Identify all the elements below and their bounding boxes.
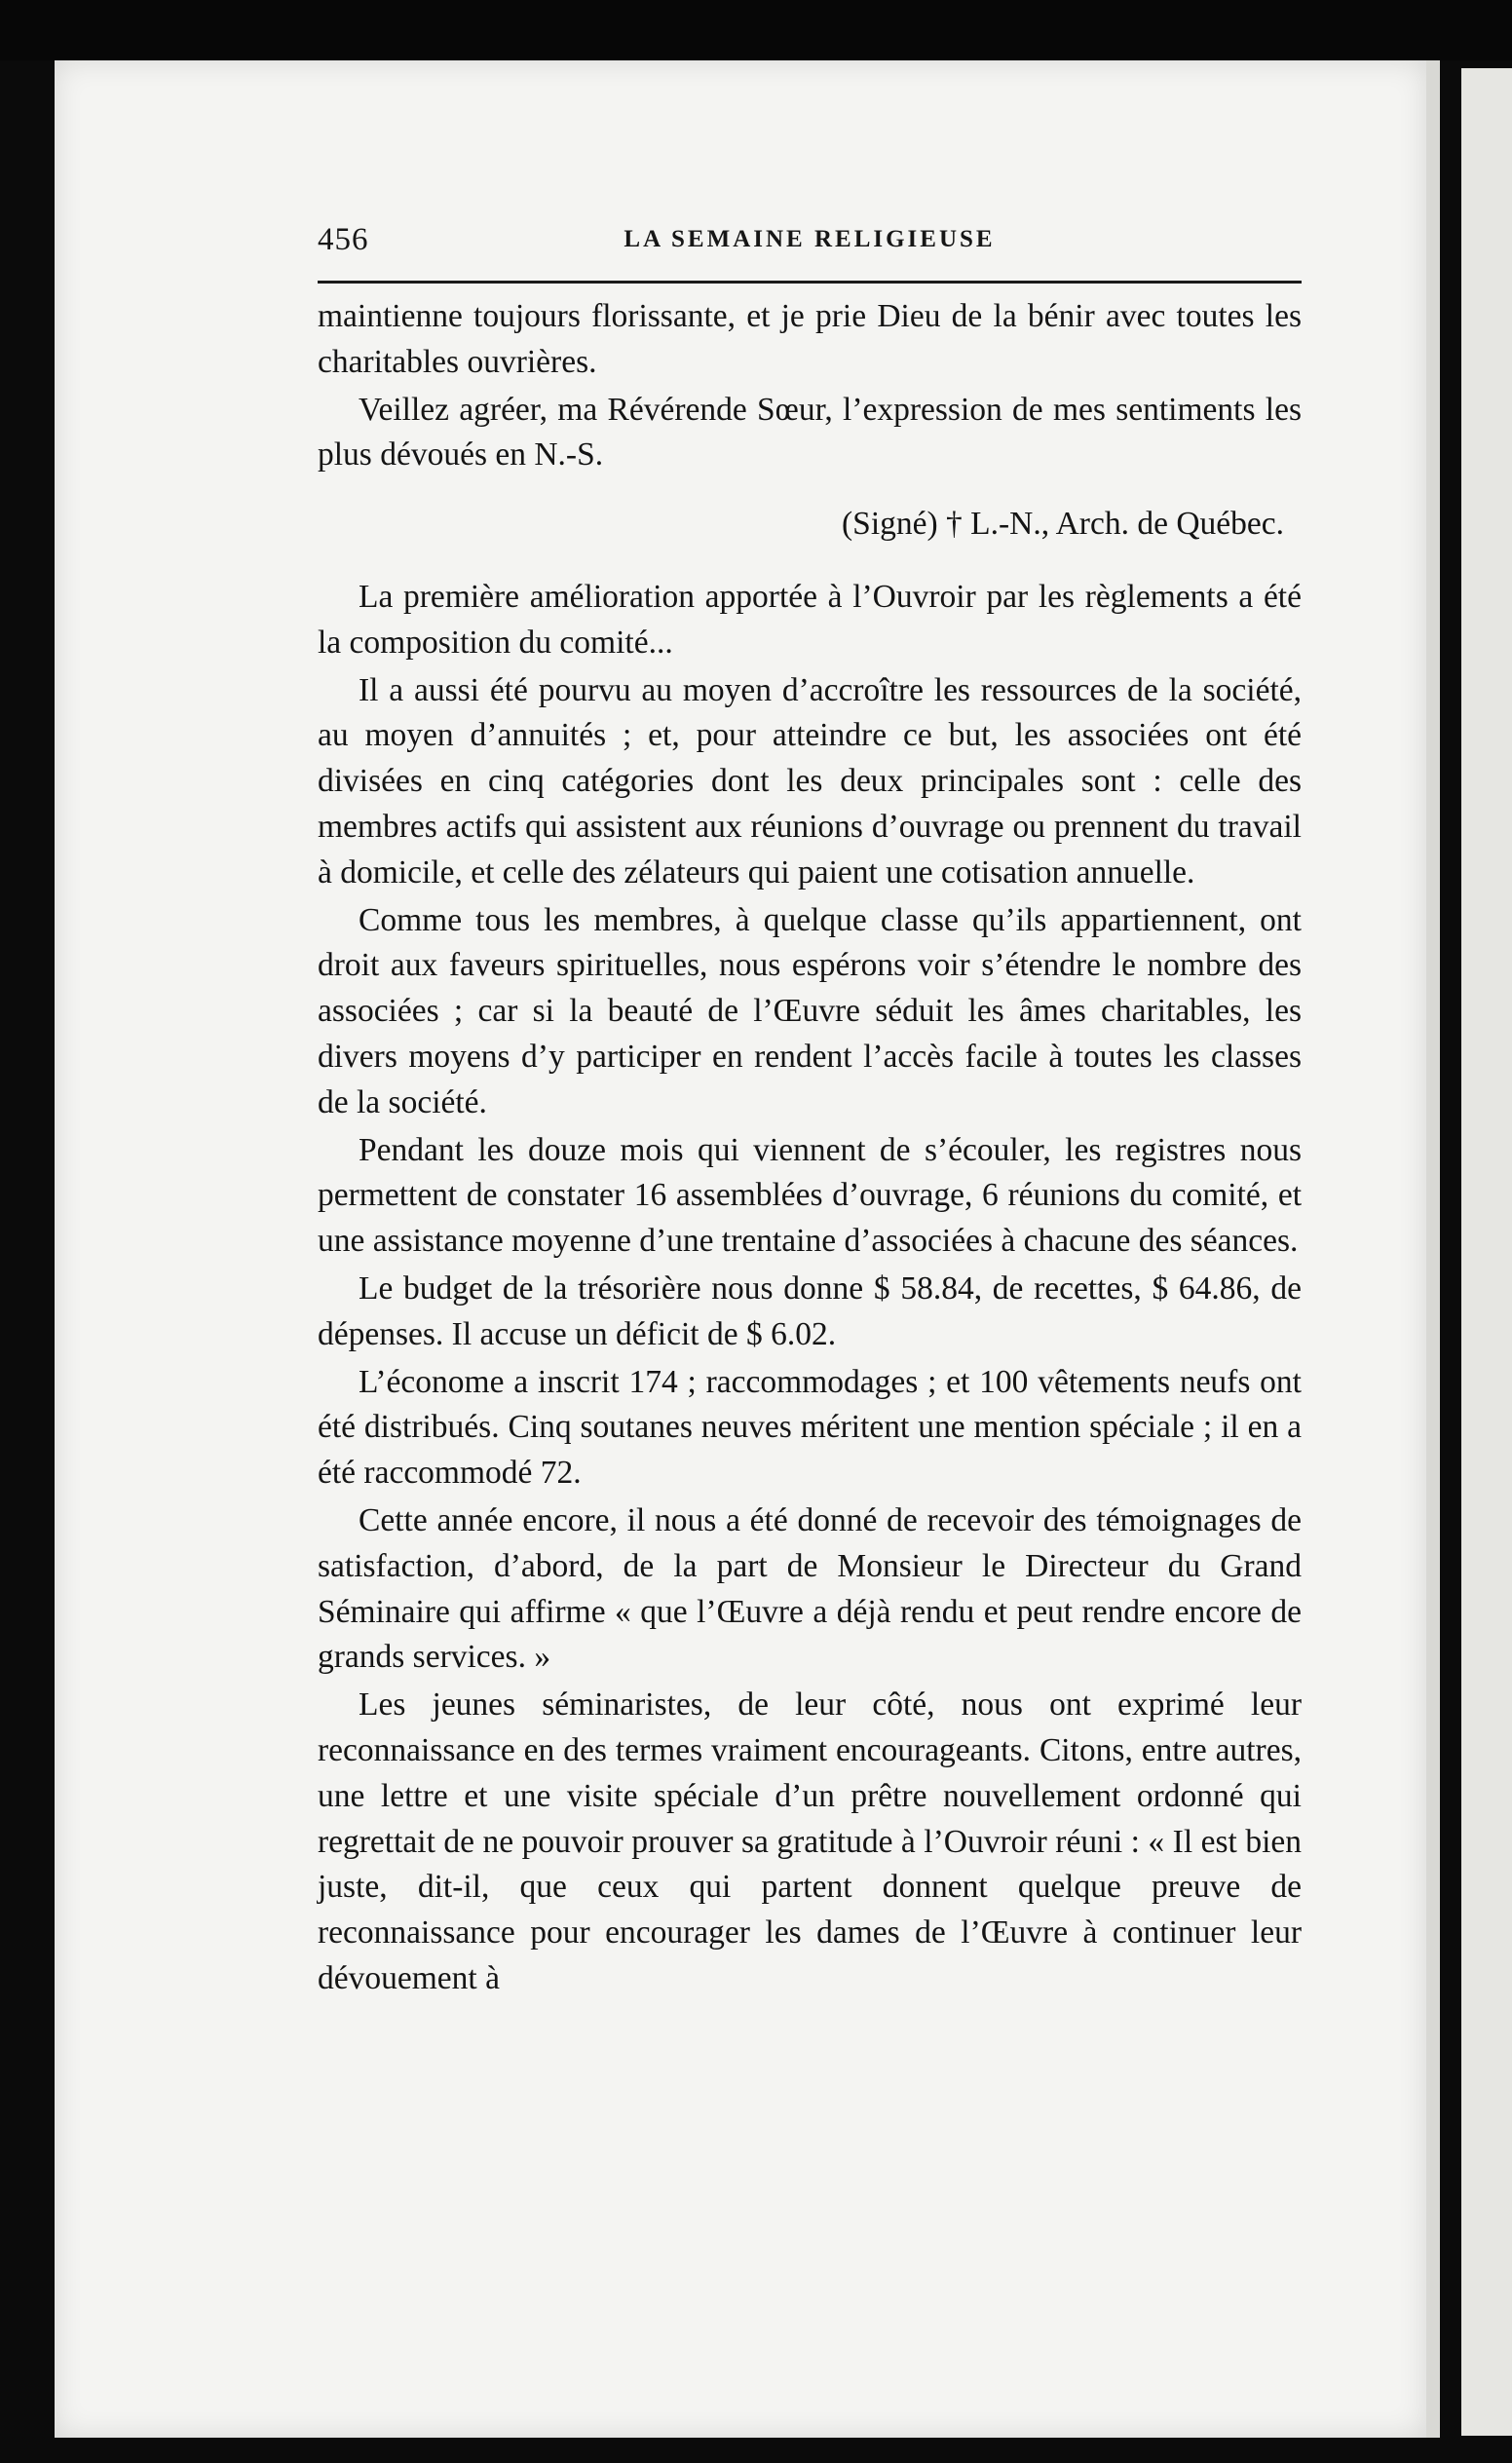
page-number: 456 (318, 222, 369, 257)
running-head (318, 222, 1302, 265)
paragraph: Pendant les douze mois qui viennent de s’écouler, les registres nous permettent de constater 16 assemblées d’ouvrage, 6 réunions du comité, et une assistance moyenne d’une trentaine d’associées à chacune des séances. (318, 1131, 1302, 1260)
paragraph: L’économe a inscrit 174 ; raccommodages ; et 100 vêtements neufs ont été distribués. Cinq soutanes neuves méritent une mention spéciale ; il en a été raccommodé 72. (318, 1363, 1302, 1492)
paragraph: Cette année encore, il nous a été donné de recevoir des témoignages de satisfaction, d’abord, de la part de Monsieur le Directeur du Grand Séminaire qui affirme « que l’Œuvre a déjà rendu et peut rendre encore de grands services. » (318, 1501, 1302, 1676)
facing-page-edge (1461, 68, 1512, 2436)
paragraph: Le budget de la trésorière nous donne $ 58.84, de recettes, $ 64.86, de dépenses. Il accuse un déficit de $ 6.02. (318, 1269, 1302, 1352)
paragraph: maintienne toujours florissante, et je prie Dieu de la bénir avec toutes les charitables ouvrières. (318, 298, 1302, 380)
scan-border (0, 0, 1512, 60)
header-rule (318, 281, 1302, 284)
page-edge-shadow (1426, 60, 1440, 2438)
paragraph: La première amélioration apportée à l’Ouvroir par les règlements a été la composition du comité... (318, 578, 1302, 661)
body-text (318, 294, 1302, 2004)
paragraph: Les jeunes séminaristes, de leur côté, nous ont exprimé leur reconnaissance en des termes vraiment encourageants. Citons, entre autres, une lettre et une visite spéciale d’un prêtre nouvellement ordonné qui regrettait de ne pouvoir prouver sa gratitude à l’Ouvroir réuni : « Il est bien juste, dit-il, que ceux qui partent donnent quelque preuve de reconnaissance pour encourager les dames de l’Œuvre à continuer leur dévouement à (318, 1686, 1302, 1996)
paragraph: Veillez agréer, ma Révérende Sœur, l’expression de mes sentiments les plus dévoués en N.-S. (318, 391, 1302, 474)
paragraph: Comme tous les membres, à quelque classe qu’ils appartiennent, ont droit aux faveurs spirituelles, nous espérons voir s’étendre le nombre des associées ; car si la beauté de l’Œuvre séduit les âmes charitables, les divers moyens d’y participer en rendent l’accès facile à toutes les classes de la société. (318, 901, 1302, 1120)
page-header-title: LA SEMAINE RELIGIEUSE (624, 226, 996, 252)
paragraph: Il a aussi été pourvu au moyen d’accroître les ressources de la société, au moyen d’annuités ; et, pour atteindre ce but, les associées ont été divisées en cinq catégories dont les deux principales sont : celle des membres actifs qui assistent aux réunions d’ouvrage ou prennent du travail à domicile, et celle des zélateurs qui paient une cotisation annuelle. (318, 671, 1302, 890)
signature-line: (Signé) † L.-N., Arch. de Québec. (842, 506, 1284, 543)
